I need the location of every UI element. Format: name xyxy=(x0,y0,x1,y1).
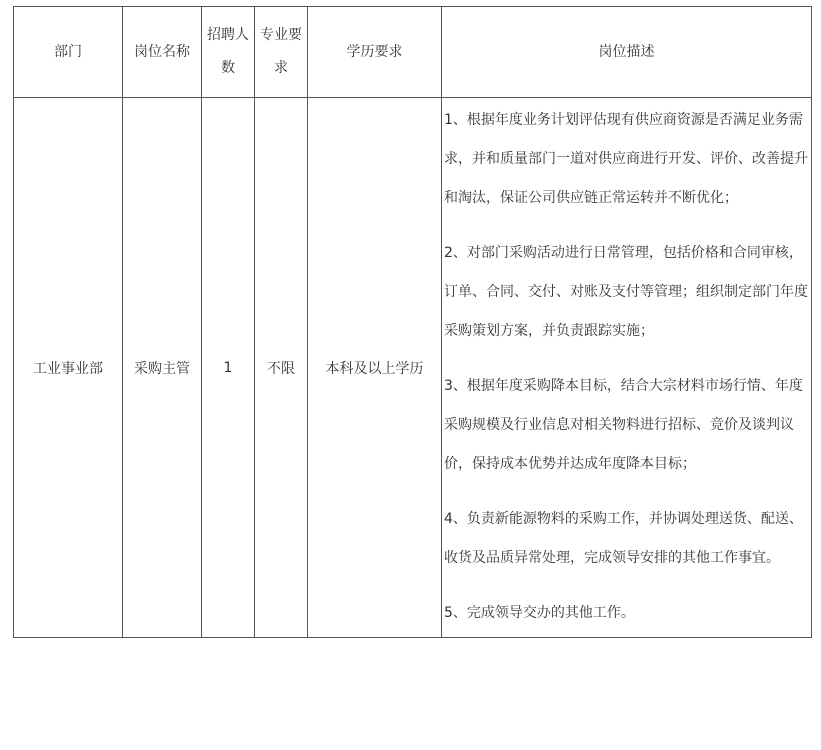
duty-item-2: 2、对部门采购活动进行日常管理，包括价格和合同审核，订单、合同、交付、对账及支付等管理；组织制定部门年度采购策划方案，并负责跟踪实施； xyxy=(444,245,808,339)
header-position: 岗位名称 xyxy=(123,7,202,98)
header-major: 专业要求 xyxy=(255,7,308,98)
job-table xyxy=(13,6,812,638)
duty-item-1: 1、根据年度业务计划评估现有供应商资源是否满足业务需求，并和质量部门一道对供应商进行开发、评价、改善提升和淘汰，保证公司供应链正常运转并不断优化； xyxy=(444,112,808,206)
cell-description xyxy=(442,98,812,638)
header-department: 部门 xyxy=(14,7,123,98)
duty-item-3: 3、根据年度采购降本目标，结合大宗材料市场行情、年度采购规模及行业信息对相关物料进行招标、竞价及谈判议价，保持成本优势并达成年度降本目标； xyxy=(444,378,803,472)
header-headcount: 招聘人数 xyxy=(202,7,255,98)
header-education: 学历要求 xyxy=(308,7,442,98)
duty-item-4: 4、负责新能源物料的采购工作，并协调处理送货、配送、收货及品质异常处理，完成领导安排的其他工作事宜。 xyxy=(444,511,803,566)
cell-education: 本科及以上学历 xyxy=(308,98,442,638)
header-description: 岗位描述 xyxy=(442,7,812,98)
cell-department: 工业事业部 xyxy=(14,98,123,638)
cell-position: 采购主管 xyxy=(123,98,202,638)
duty-item-5: 5、完成领导交办的其他工作。 xyxy=(444,605,635,621)
cell-major: 不限 xyxy=(255,98,308,638)
table-row xyxy=(14,98,812,638)
header-row xyxy=(14,7,812,98)
cell-headcount: 1 xyxy=(202,98,255,638)
